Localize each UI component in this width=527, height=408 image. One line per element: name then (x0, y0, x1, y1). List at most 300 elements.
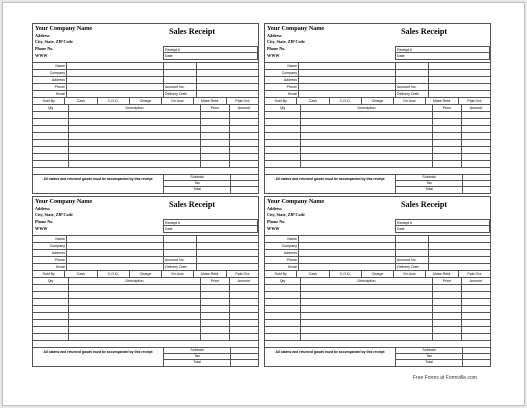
payment-option[interactable]: On Acct. (162, 271, 194, 277)
qty-cell[interactable] (33, 320, 69, 326)
item-row[interactable] (33, 327, 258, 334)
price-cell[interactable] (201, 119, 230, 125)
price-cell[interactable] (433, 133, 462, 139)
item-row[interactable] (265, 133, 490, 140)
item-row[interactable] (33, 147, 258, 154)
items-table (33, 278, 258, 341)
qty-cell[interactable] (33, 161, 69, 167)
payment-row (265, 270, 490, 278)
description-cell[interactable] (69, 327, 201, 333)
qty-cell[interactable] (33, 133, 69, 139)
amount-cell[interactable] (462, 306, 490, 312)
item-row[interactable] (265, 313, 490, 320)
description-cell[interactable] (301, 334, 433, 340)
qty-cell[interactable] (33, 285, 69, 291)
description-cell[interactable] (301, 292, 433, 298)
payment-option[interactable]: Mdse Retd. (194, 271, 226, 277)
payment-option[interactable]: C.O.D. (330, 98, 362, 104)
payment-option[interactable]: Mdse Retd. (426, 271, 458, 277)
payment-option[interactable]: C.O.D. (98, 98, 130, 104)
payment-option[interactable]: C.O.D. (330, 271, 362, 277)
company-address: Address (267, 33, 282, 38)
customer-row[interactable] (33, 76, 258, 83)
price-cell[interactable] (201, 334, 230, 340)
description-cell[interactable] (69, 161, 201, 167)
amount-cell[interactable] (230, 154, 258, 160)
item-row[interactable] (33, 292, 258, 299)
price-cell[interactable] (201, 161, 230, 167)
customer-field-label: Email (265, 264, 299, 270)
customer-field-label: Company (265, 243, 299, 249)
customer-row[interactable] (33, 69, 258, 76)
payment-option[interactable]: Cash (297, 271, 329, 277)
qty-cell[interactable] (265, 147, 301, 153)
payment-option[interactable]: Mdse Retd. (426, 98, 458, 104)
payment-option[interactable]: Sold By (33, 98, 65, 104)
item-row[interactable] (265, 126, 490, 133)
amount-cell[interactable] (462, 161, 490, 167)
qty-cell[interactable] (33, 119, 69, 125)
customer-field-label: Name (33, 236, 67, 242)
item-row[interactable] (33, 320, 258, 327)
payment-option[interactable]: Cash (65, 98, 97, 104)
amount-cell[interactable] (230, 285, 258, 291)
qty-cell[interactable] (265, 320, 301, 326)
price-cell[interactable] (433, 147, 462, 153)
company-www: WWW (267, 53, 280, 58)
amount-header: Amount (237, 106, 251, 110)
subtotal-label: Subtotal (396, 348, 463, 353)
company-city-state-zip: City, State, ZIP Code (267, 39, 305, 44)
customer-field-label: Email (265, 91, 299, 97)
description-cell[interactable] (301, 327, 433, 333)
description-cell[interactable] (69, 285, 201, 291)
description-cell[interactable] (69, 306, 201, 312)
sales-receipt (32, 23, 259, 194)
item-row[interactable] (33, 161, 258, 168)
payment-option[interactable]: Sold By (265, 271, 297, 277)
price-cell[interactable] (201, 140, 230, 146)
payment-option[interactable]: On Acct. (394, 271, 426, 277)
total-label: Total (164, 187, 231, 193)
qty-cell[interactable] (265, 154, 301, 160)
price-header: Price (201, 278, 230, 284)
description-header: Description (301, 105, 433, 111)
payment-option[interactable]: Paid Out (235, 99, 250, 103)
amount-cell[interactable] (230, 313, 258, 319)
item-row[interactable] (33, 119, 258, 126)
customer-row[interactable] (33, 62, 258, 69)
total-row[interactable] (163, 187, 258, 193)
claims-disclaimer: All claims and returned goods must be accompanied by this receipt (43, 177, 153, 181)
amount-cell[interactable] (230, 306, 258, 312)
customer-row[interactable] (33, 256, 258, 263)
amount-cell[interactable] (462, 334, 490, 340)
amount-cell[interactable] (230, 299, 258, 305)
receipt-header (33, 24, 258, 62)
item-row[interactable] (33, 306, 258, 313)
item-row[interactable] (265, 161, 490, 168)
qty-header: Qty (33, 278, 69, 284)
qty-cell[interactable] (33, 306, 69, 312)
payment-option[interactable]: Mdse Retd. (194, 98, 226, 104)
description-cell[interactable] (301, 126, 433, 132)
payment-option[interactable]: Paid Out (467, 272, 482, 276)
total-row[interactable] (163, 360, 258, 366)
price-cell[interactable] (433, 140, 462, 146)
qty-cell[interactable] (265, 292, 301, 298)
qty-cell[interactable] (33, 126, 69, 132)
item-row[interactable] (33, 334, 258, 341)
description-cell[interactable] (301, 161, 433, 167)
item-row[interactable] (33, 133, 258, 140)
payment-option[interactable]: Charge (130, 98, 162, 104)
amount-cell[interactable] (462, 119, 490, 125)
item-row[interactable] (265, 306, 490, 313)
description-cell[interactable] (301, 285, 433, 291)
sales-receipt (32, 196, 259, 367)
company-city-state-zip: City, State, ZIP Code (267, 212, 305, 217)
receipt-number-field[interactable]: Receipt # (395, 46, 490, 53)
qty-cell[interactable] (265, 313, 301, 319)
description-cell[interactable] (69, 119, 201, 125)
payment-row (265, 97, 490, 105)
payment-option[interactable]: On Acct. (162, 98, 194, 104)
amount-cell[interactable] (462, 126, 490, 132)
item-row[interactable] (33, 154, 258, 161)
price-header: Price (201, 105, 230, 111)
description-cell[interactable] (301, 154, 433, 160)
price-cell[interactable] (433, 299, 462, 305)
description-cell[interactable] (301, 140, 433, 146)
description-cell[interactable] (301, 133, 433, 139)
description-cell[interactable] (301, 306, 433, 312)
item-row[interactable] (33, 112, 258, 119)
amount-cell[interactable] (462, 133, 490, 139)
item-row[interactable] (33, 299, 258, 306)
item-row[interactable] (265, 327, 490, 334)
item-row[interactable] (265, 147, 490, 154)
total-label: Total (164, 360, 231, 366)
qty-cell[interactable] (33, 147, 69, 153)
description-cell[interactable] (69, 299, 201, 305)
customer-field-label: Address (33, 250, 67, 256)
receipt-title: Sales Receipt (401, 200, 448, 209)
qty-cell[interactable] (265, 285, 301, 291)
amount-cell[interactable] (462, 147, 490, 153)
price-cell[interactable] (433, 334, 462, 340)
customer-row[interactable] (33, 249, 258, 256)
payment-option[interactable]: Sold By (33, 271, 65, 277)
customer-field-label: Phone (265, 257, 299, 263)
customer-field-label: Address (33, 77, 67, 83)
description-cell[interactable] (69, 133, 201, 139)
company-name: Your Company Name (267, 198, 325, 205)
price-cell[interactable] (433, 112, 462, 118)
payment-option[interactable]: Paid Out (467, 99, 482, 103)
amount-cell[interactable] (230, 140, 258, 146)
qty-cell[interactable] (33, 140, 69, 146)
item-row[interactable] (265, 320, 490, 327)
price-cell[interactable] (433, 306, 462, 312)
items-header (33, 105, 258, 112)
customer-row[interactable] (265, 90, 490, 97)
amount-header: Amount (237, 279, 251, 283)
amount-header: Amount (469, 279, 483, 283)
customer-field-label: Email (33, 91, 67, 97)
total-row[interactable] (395, 187, 490, 193)
customer-row[interactable] (265, 235, 490, 242)
customer-row[interactable] (265, 76, 490, 83)
price-cell[interactable] (433, 320, 462, 326)
customer-field-label: Company (33, 70, 67, 76)
qty-cell[interactable] (33, 313, 69, 319)
price-cell[interactable] (201, 126, 230, 132)
qty-cell[interactable] (265, 112, 301, 118)
description-cell[interactable] (69, 313, 201, 319)
price-cell[interactable] (201, 299, 230, 305)
customer-row[interactable] (33, 235, 258, 242)
subtotal-label: Subtotal (164, 348, 231, 353)
amount-cell[interactable] (230, 327, 258, 333)
amount-cell[interactable] (230, 147, 258, 153)
company-name: Your Company Name (35, 198, 93, 205)
company-address: Address (267, 206, 282, 211)
item-row[interactable] (265, 154, 490, 161)
price-cell[interactable] (433, 285, 462, 291)
item-row[interactable] (33, 140, 258, 147)
item-row[interactable] (265, 119, 490, 126)
customer-row[interactable] (33, 90, 258, 97)
payment-option[interactable]: C.O.D. (98, 271, 130, 277)
price-cell[interactable] (201, 306, 230, 312)
sales-receipt (264, 196, 491, 367)
amount-cell[interactable] (230, 133, 258, 139)
tax-label: Tax (396, 354, 463, 359)
payment-row (33, 270, 258, 278)
item-row[interactable] (265, 334, 490, 341)
description-header: Description (69, 105, 201, 111)
account-field-label: Account No. (163, 257, 197, 263)
customer-row[interactable] (265, 263, 490, 270)
customer-field-label: Company (33, 243, 67, 249)
description-cell[interactable] (69, 320, 201, 326)
amount-cell[interactable] (462, 292, 490, 298)
customer-row[interactable] (33, 242, 258, 249)
price-cell[interactable] (433, 161, 462, 167)
qty-cell[interactable] (265, 133, 301, 139)
customer-row[interactable] (33, 263, 258, 270)
qty-cell[interactable] (265, 119, 301, 125)
description-cell[interactable] (301, 147, 433, 153)
description-cell[interactable] (69, 112, 201, 118)
date-field[interactable]: Date (163, 226, 258, 233)
payment-option[interactable]: Cash (297, 98, 329, 104)
customer-row[interactable] (265, 249, 490, 256)
item-row[interactable] (33, 313, 258, 320)
qty-cell[interactable] (265, 306, 301, 312)
total-row[interactable] (395, 360, 490, 366)
qty-cell[interactable] (265, 299, 301, 305)
sales-receipt (264, 23, 491, 194)
receipt-number-field[interactable]: Receipt # (395, 219, 490, 226)
amount-cell[interactable] (462, 140, 490, 146)
price-cell[interactable] (201, 147, 230, 153)
customer-row[interactable] (265, 242, 490, 249)
qty-cell[interactable] (265, 140, 301, 146)
price-cell[interactable] (201, 285, 230, 291)
customer-row[interactable] (265, 83, 490, 90)
amount-cell[interactable] (462, 112, 490, 118)
amount-cell[interactable] (462, 285, 490, 291)
description-cell[interactable] (301, 320, 433, 326)
tax-label: Tax (396, 181, 463, 186)
customer-row[interactable] (33, 83, 258, 90)
company-www: WWW (35, 226, 48, 231)
description-cell[interactable] (69, 154, 201, 160)
price-cell[interactable] (433, 154, 462, 160)
price-cell[interactable] (201, 327, 230, 333)
description-cell[interactable] (69, 292, 201, 298)
tax-label: Tax (164, 181, 231, 186)
amount-cell[interactable] (230, 119, 258, 125)
price-cell[interactable] (433, 327, 462, 333)
payment-option[interactable]: Paid Out (235, 272, 250, 276)
date-field[interactable]: Date (395, 226, 490, 233)
item-row[interactable] (265, 112, 490, 119)
item-row[interactable] (265, 292, 490, 299)
description-header: Description (301, 278, 433, 284)
customer-row[interactable] (265, 256, 490, 263)
description-cell[interactable] (69, 334, 201, 340)
payment-option[interactable]: Charge (362, 98, 394, 104)
company-city-state-zip: City, State, ZIP Code (35, 39, 73, 44)
payment-row (33, 97, 258, 105)
items-header (33, 278, 258, 285)
customer-field-label: Company (265, 70, 299, 76)
amount-cell[interactable] (462, 299, 490, 305)
qty-cell[interactable] (33, 154, 69, 160)
amount-cell[interactable] (230, 292, 258, 298)
amount-cell[interactable] (462, 320, 490, 326)
subtotal-label: Subtotal (164, 175, 231, 180)
description-cell[interactable] (301, 119, 433, 125)
amount-cell[interactable] (462, 313, 490, 319)
claims-disclaimer: All claims and returned goods must be accompanied by this receipt (275, 350, 385, 354)
receipt-number-field[interactable]: Receipt # (163, 46, 258, 53)
receipt-header (33, 197, 258, 235)
date-field[interactable]: Date (395, 53, 490, 60)
price-header: Price (433, 278, 462, 284)
account-field-label: Delivery Date (395, 264, 429, 270)
qty-cell[interactable] (33, 334, 69, 340)
receipt-footer (33, 174, 258, 193)
price-cell[interactable] (433, 126, 462, 132)
qty-cell[interactable] (33, 292, 69, 298)
payment-option[interactable]: Charge (362, 271, 394, 277)
item-row[interactable] (33, 126, 258, 133)
amount-cell[interactable] (462, 327, 490, 333)
customer-block (265, 62, 490, 97)
subtotal-label: Subtotal (396, 175, 463, 180)
description-cell[interactable] (301, 299, 433, 305)
price-cell[interactable] (201, 154, 230, 160)
company-address: Address (35, 33, 50, 38)
description-cell[interactable] (69, 147, 201, 153)
amount-cell[interactable] (230, 320, 258, 326)
payment-option[interactable]: Sold By (265, 98, 297, 104)
price-cell[interactable] (433, 313, 462, 319)
qty-cell[interactable] (33, 299, 69, 305)
item-row[interactable] (265, 140, 490, 147)
customer-field-label: Name (33, 63, 67, 69)
amount-cell[interactable] (230, 126, 258, 132)
customer-block (265, 235, 490, 270)
payment-option[interactable]: Cash (65, 271, 97, 277)
customer-row[interactable] (265, 69, 490, 76)
description-cell[interactable] (301, 313, 433, 319)
description-cell[interactable] (301, 112, 433, 118)
customer-field-label: Email (33, 264, 67, 270)
amount-cell[interactable] (230, 112, 258, 118)
account-field-label: Account No. (163, 84, 197, 90)
price-cell[interactable] (201, 292, 230, 298)
footer-credit: Free Forms at Formville.com (413, 375, 477, 381)
description-cell[interactable] (69, 126, 201, 132)
tax-label: Tax (164, 354, 231, 359)
date-field[interactable]: Date (163, 53, 258, 60)
amount-cell[interactable] (230, 161, 258, 167)
qty-cell[interactable] (33, 112, 69, 118)
customer-field-label: Address (265, 77, 299, 83)
payment-option[interactable]: On Acct. (394, 98, 426, 104)
price-cell[interactable] (201, 313, 230, 319)
description-cell[interactable] (69, 140, 201, 146)
items-table (265, 105, 490, 168)
customer-field-label: Address (265, 250, 299, 256)
price-cell[interactable] (433, 292, 462, 298)
company-www: WWW (35, 53, 48, 58)
qty-cell[interactable] (265, 327, 301, 333)
qty-cell[interactable] (265, 126, 301, 132)
total-label: Total (396, 187, 463, 193)
amount-cell[interactable] (462, 154, 490, 160)
qty-header: Qty (265, 278, 301, 284)
price-cell[interactable] (433, 119, 462, 125)
qty-cell[interactable] (33, 327, 69, 333)
price-header: Price (433, 105, 462, 111)
qty-cell[interactable] (265, 334, 301, 340)
company-name: Your Company Name (267, 25, 325, 32)
account-field-label: Account No. (395, 84, 429, 90)
receipt-number-field[interactable]: Receipt # (163, 219, 258, 226)
item-row[interactable] (265, 285, 490, 292)
claims-disclaimer: All claims and returned goods must be accompanied by this receipt (43, 350, 153, 354)
company-phone: Phone No. (267, 219, 286, 224)
account-field-label: Account No. (395, 257, 429, 263)
price-cell[interactable] (201, 320, 230, 326)
customer-row[interactable] (265, 62, 490, 69)
receipt-header (265, 24, 490, 62)
payment-option[interactable]: Charge (130, 271, 162, 277)
item-row[interactable] (265, 299, 490, 306)
item-row[interactable] (33, 285, 258, 292)
qty-cell[interactable] (265, 161, 301, 167)
price-cell[interactable] (201, 112, 230, 118)
price-cell[interactable] (201, 133, 230, 139)
items-table (265, 278, 490, 341)
amount-cell[interactable] (230, 334, 258, 340)
